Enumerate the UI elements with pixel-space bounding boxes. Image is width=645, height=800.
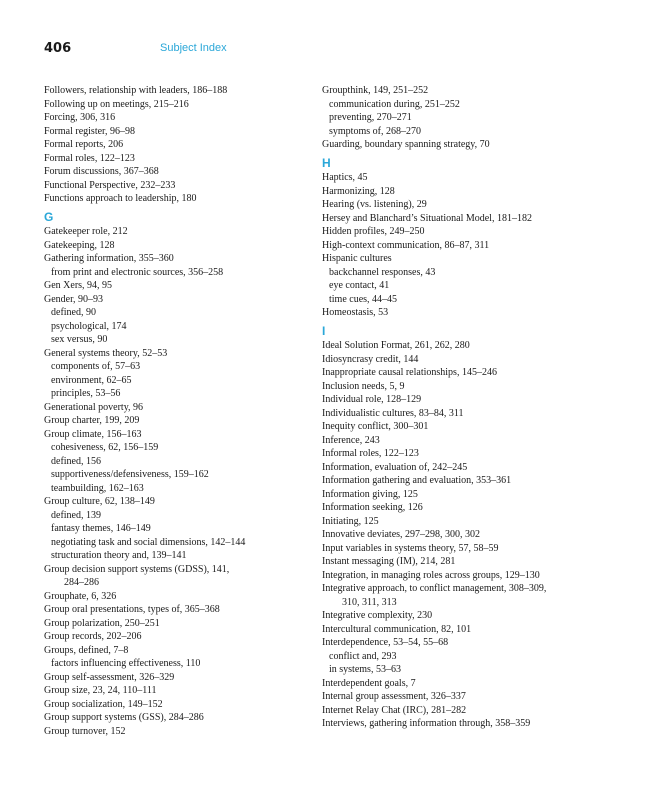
index-entry: Individual role, 128–129 (322, 394, 422, 405)
index-subentry: time cues, 44–45 (329, 293, 398, 305)
index-subentry: defined, 156 (51, 455, 101, 467)
index-entry: Group charter, 199, 209 (44, 415, 140, 426)
index-entry: Hispanic cultures (322, 253, 392, 264)
index-entry: Following up on meetings, 215–216 (44, 98, 189, 110)
index-subentry: supportiveness/defensiveness, 159–162 (51, 469, 209, 480)
index-entry: Initiating, 125 (322, 515, 379, 527)
index-entry: Group turnover, 152 (44, 725, 126, 737)
index-subentry: communication during, 251–252 (329, 98, 460, 110)
index-entry: Group decision support systems (GDSS), 141, (44, 563, 230, 575)
index-entry: Groupthink, 149, 251–252 (322, 85, 429, 96)
index-entry: Inequity conflict, 300–301 (322, 421, 429, 432)
index-subentry: negotiating task and social dimensions, 142–144 (51, 536, 246, 548)
index-subentry: in systems, 53–63 (329, 664, 401, 675)
index-subentry: defined, 90 (51, 307, 96, 318)
index-entry: Group culture, 62, 138–149 (44, 496, 155, 507)
index-entry: General systems theory, 52–53 (44, 347, 168, 359)
index-entry: Followers, relationship with leaders, 186–188 (44, 85, 228, 96)
index-entry: Inclusion needs, 5, 9 (322, 380, 405, 392)
index-entry: Gathering information, 355–360 (44, 253, 174, 264)
index-entry-continuation: 284–286 (64, 577, 99, 588)
index-entry: Idiosyncrasy credit, 144 (322, 353, 419, 365)
index-subentry: components of, 57–63 (51, 361, 141, 372)
index-column-right (322, 84, 602, 731)
index-entry: Hidden profiles, 249–250 (322, 226, 425, 237)
index-entry: Formal reports, 206 (44, 139, 124, 150)
section-letter-heading: H (322, 155, 331, 170)
index-entry: Group polarization, 250–251 (44, 617, 160, 629)
index-entry: Internal group assessment, 326–337 (322, 691, 466, 702)
index-entry: Integrative approach, to conflict management, 308–309, (322, 583, 547, 594)
index-entry: Ideal Solution Format, 261, 262, 280 (322, 340, 470, 351)
section-letter-heading: I (322, 323, 326, 338)
index-subentry: backchannel responses, 43 (329, 266, 436, 278)
index-subentry: sex versus, 90 (51, 334, 108, 345)
index-entry: Groups, defined, 7–8 (44, 644, 129, 656)
index-entry: Information gathering and evaluation, 353–361 (322, 475, 512, 486)
index-column-left (44, 84, 306, 738)
index-entry: Information, evaluation of, 242–245 (322, 461, 468, 473)
running-header-title: Subject Index (160, 42, 227, 54)
section-letter-heading: G (44, 209, 54, 224)
index-entry: Group size, 23, 24, 110–111 (44, 685, 157, 696)
index-entry: Gatekeeping, 128 (44, 239, 115, 251)
index-entry: Individualistic cultures, 83–84, 311 (322, 407, 464, 419)
index-subentry: principles, 53–56 (51, 388, 121, 399)
index-entry: Interviews, gathering information through, 358–359 (322, 718, 531, 729)
index-entry: High-context communication, 86–87, 311 (322, 239, 490, 251)
index-entry: Functional Perspective, 232–233 (44, 179, 176, 191)
index-entry: Gender, 90–93 (44, 293, 104, 305)
index-entry: Gatekeeper role, 212 (44, 226, 128, 237)
index-entry: Group support systems (GSS), 284–286 (44, 712, 204, 723)
index-entry: Forcing, 306, 316 (44, 112, 116, 123)
index-entry-continuation: 310, 311, 313 (342, 596, 397, 608)
index-entry: Interdependent goals, 7 (322, 677, 416, 689)
index-entry: Intercultural communication, 82, 101 (322, 623, 472, 635)
index-entry: Forum discussions, 367–368 (44, 166, 159, 177)
index-entry: Generational poverty, 96 (44, 401, 144, 413)
index-entry: Instant messaging (IM), 214, 281 (322, 556, 456, 567)
index-entry: Formal roles, 122–123 (44, 152, 135, 164)
index-entry: Integrative complexity, 230 (322, 610, 433, 621)
index-entry: Group socialization, 149–152 (44, 698, 163, 710)
index-entry: Input variables in systems theory, 57, 58–59 (322, 542, 499, 554)
index-subentry: structuration theory and, 139–141 (51, 550, 187, 561)
index-entry: Group self-assessment, 326–329 (44, 671, 175, 683)
index-entry: Gen Xers, 94, 95 (44, 280, 113, 291)
index-entry: Hersey and Blanchard’s Situational Model, 181–182 (322, 212, 532, 224)
index-subentry: conflict and, 293 (329, 650, 397, 662)
index-entry: Inference, 243 (322, 434, 380, 446)
index-subentry: eye contact, 41 (329, 280, 390, 291)
index-entry: Haptics, 45 (322, 172, 368, 183)
index-entry: Group records, 202–206 (44, 631, 142, 642)
index-entry: Internet Relay Chat (IRC), 281–282 (322, 704, 467, 716)
index-subentry: environment, 62–65 (51, 374, 132, 386)
index-subentry: from print and electronic sources, 356–258 (51, 266, 224, 278)
index-entry: Formal register, 96–98 (44, 125, 135, 137)
index-entry: Interdependence, 53–54, 55–68 (322, 637, 449, 648)
index-subentry: factors influencing effectiveness, 110 (51, 658, 201, 669)
index-entry: Integration, in managing roles across groups, 129–130 (322, 569, 540, 581)
index-subentry: preventing, 270–271 (329, 112, 412, 123)
index-entry: Inappropriate causal relationships, 145–246 (322, 367, 497, 378)
index-entry: Guarding, boundary spanning strategy, 70 (322, 139, 490, 150)
index-subentry: fantasy themes, 146–149 (51, 523, 151, 534)
index-entry: Group oral presentations, types of, 365–368 (44, 604, 220, 615)
page-number: 406 (44, 41, 72, 56)
index-entry: Information seeking, 126 (322, 502, 423, 513)
index-subentry: teambuilding, 162–163 (51, 482, 144, 494)
index-entry: Innovative deviates, 297–298, 300, 302 (322, 529, 481, 540)
index-entry: Homeostasis, 53 (322, 307, 389, 318)
index-subentry: psychological, 174 (51, 320, 127, 332)
index-entry: Harmonizing, 128 (322, 185, 395, 197)
index-entry: Functions approach to leadership, 180 (44, 193, 197, 204)
index-entry: Group climate, 156–163 (44, 428, 142, 440)
index-subentry: cohesiveness, 62, 156–159 (51, 442, 159, 453)
index-subentry: symptoms of, 268–270 (329, 125, 421, 137)
index-entry: Information giving, 125 (322, 488, 418, 500)
index-entry: Hearing (vs. listening), 29 (322, 199, 427, 210)
index-entry: Informal roles, 122–123 (322, 448, 419, 459)
index-entry: Grouphate, 6, 326 (44, 590, 117, 602)
index-subentry: defined, 139 (51, 509, 101, 521)
